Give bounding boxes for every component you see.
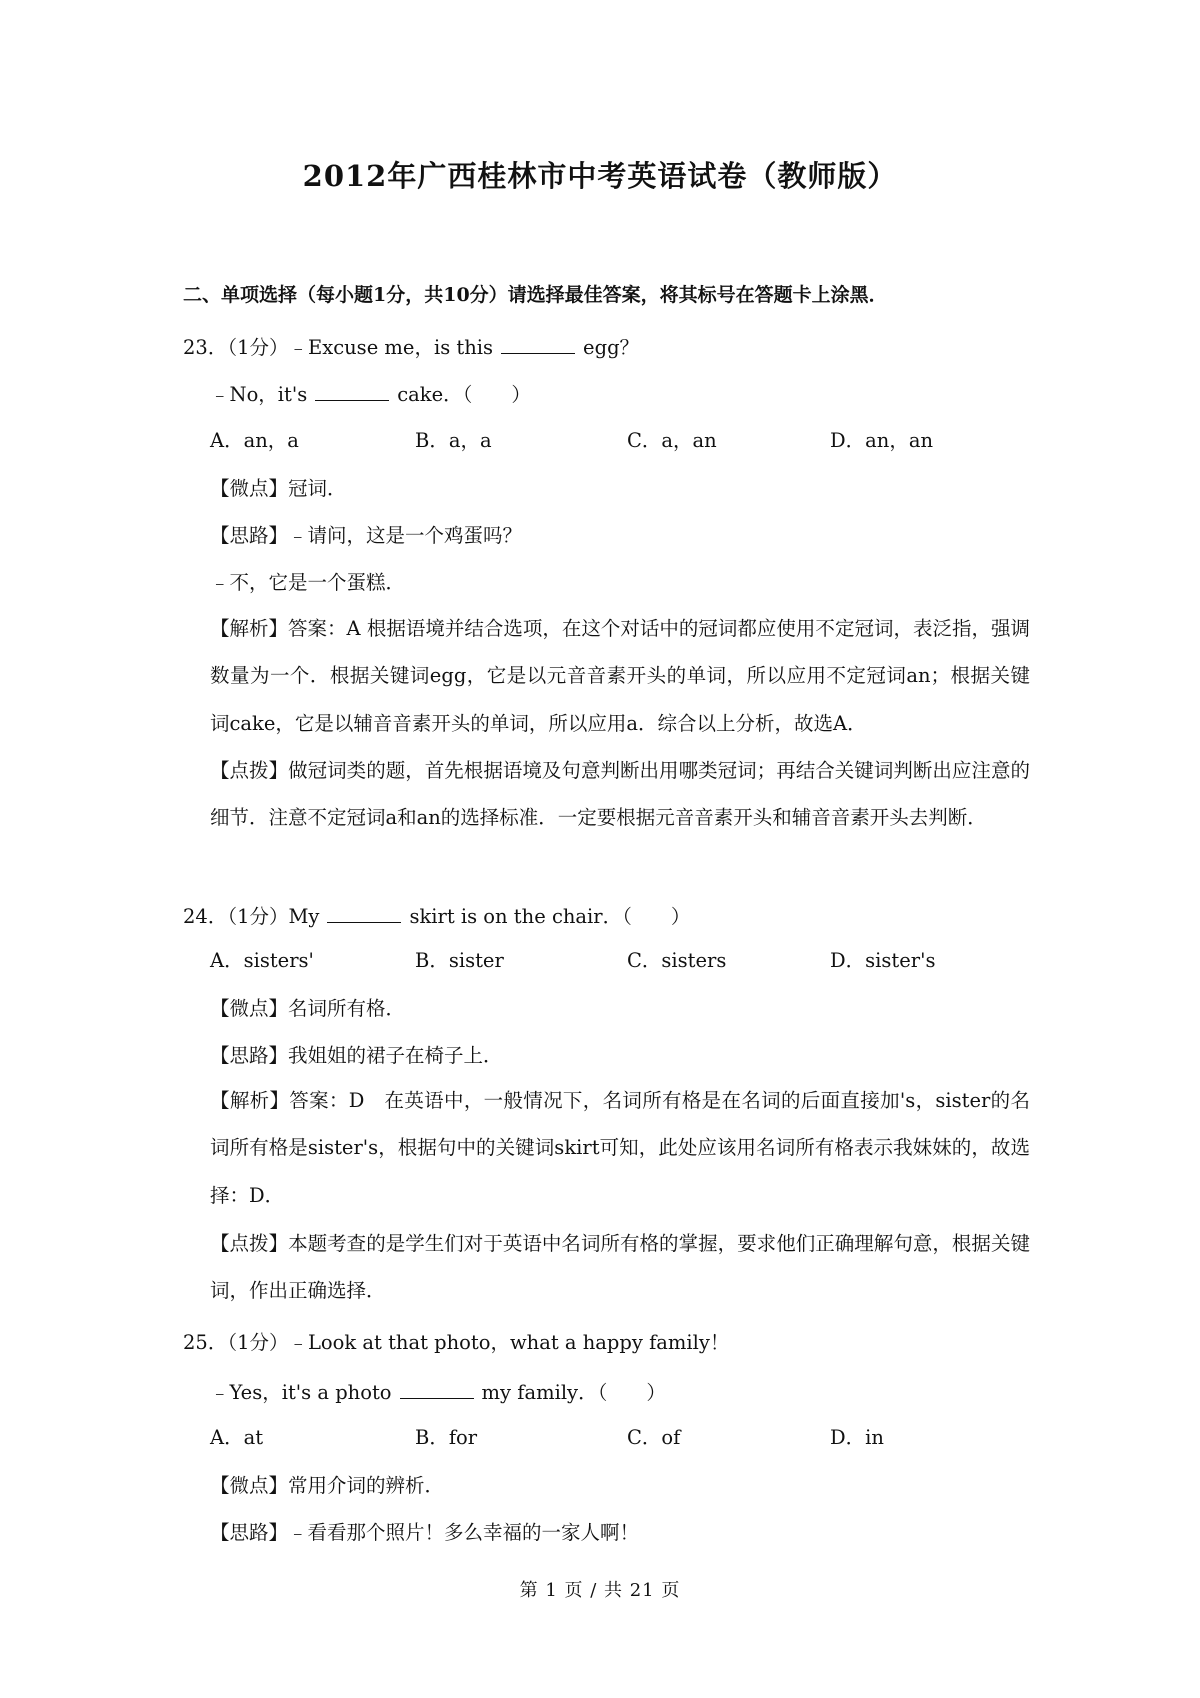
q24-dianbo: 【点拨】本题考查的是学生们对于英语中名词所有格的掌握，要求他们正确理解句意，根据关键词，作出正确选择． [210,1232,1030,1303]
q24-option-a: A．sisters' [210,949,314,972]
q25-line2: ﹣Yes，it's a photo my family．（ ） [210,1378,666,1406]
q25-option-a: A．at [210,1426,264,1449]
q25-option-d: D．in [830,1426,884,1449]
q25-option-c: C．of [627,1426,681,1449]
q24-silu: 【思路】我姐姐的裙子在椅子上． [210,1044,503,1067]
answer-blank [327,902,401,923]
page-footer: 第 1 页 / 共 21 页 [519,1580,681,1601]
answer-blank [315,380,389,401]
q23-weidian: 【微点】冠词． [210,477,347,500]
answer-blank [400,1378,474,1399]
q23-jiexi: 【解析】答案：A 根据语境并结合选项，在这个对话中的冠词都应使用不定冠词，表泛指，强调数量为一个．根据关键词egg，它是以元音音素开头的单词，所以应用不定冠词an；根据关键词cake，它是以辅音音素开头的单词，所以应用a．综合以上分析，故选A． [210,617,1030,735]
q24-jiexi: 【解析】答案：D 在英语中，一般情况下，名词所有格是在名词的后面直接加's，sister的名词所有格是sister's，根据句中的关键词skirt可知，此处应该用名词所有格表示我妹妹的，故选择：D． [210,1089,1030,1207]
q25-option-b: B．for [415,1426,478,1449]
q23-silu-2: ﹣不，它是一个蛋糕． [210,571,406,594]
q23-line2: ﹣No，it's cake．（ ） [210,380,531,408]
q23-option-d: D．an，an [830,429,934,452]
q24-option-c: C．sisters [627,949,727,972]
q23-dianbo: 【点拨】做冠词类的题，首先根据语境及句意判断出用哪类冠词；再结合关键词判断出应注意的细节．注意不定冠词a和an的选择标准．一定要根据元音音素开头和辅音音素开头去判断． [210,759,1030,830]
q23-option-a: A．an，a [210,429,299,452]
q25-stem: 25．（1分）﹣Look at that photo，what a happy family！ [183,1331,730,1354]
q25-weidian: 【微点】常用介词的辨析． [210,1474,445,1497]
section-heading: 二、单项选择（每小题1分，共10分）请选择最佳答案，将其标号在答题卡上涂黑． [183,284,888,306]
q24-option-d: D．sister's [830,949,936,972]
q23-option-c: C．a，an [627,429,717,452]
q24-option-b: B．sister [415,949,504,972]
answer-blank [501,333,575,354]
q23-option-b: B．a，a [415,429,492,452]
document-title: 2012年广西桂林市中考英语试卷（教师版） [302,159,898,193]
q23-silu: 【思路】﹣请问，这是一个鸡蛋吗？ [210,524,523,547]
q24-weidian: 【微点】名词所有格． [210,997,406,1020]
q24-stem: 24．（1分）My skirt is on the chair．（ ） [183,902,690,930]
q25-silu: 【思路】﹣看看那个照片！多么幸福的一家人啊！ [210,1521,640,1544]
q23-stem: 23．（1分）﹣Excuse me，is this egg？ [183,333,639,361]
